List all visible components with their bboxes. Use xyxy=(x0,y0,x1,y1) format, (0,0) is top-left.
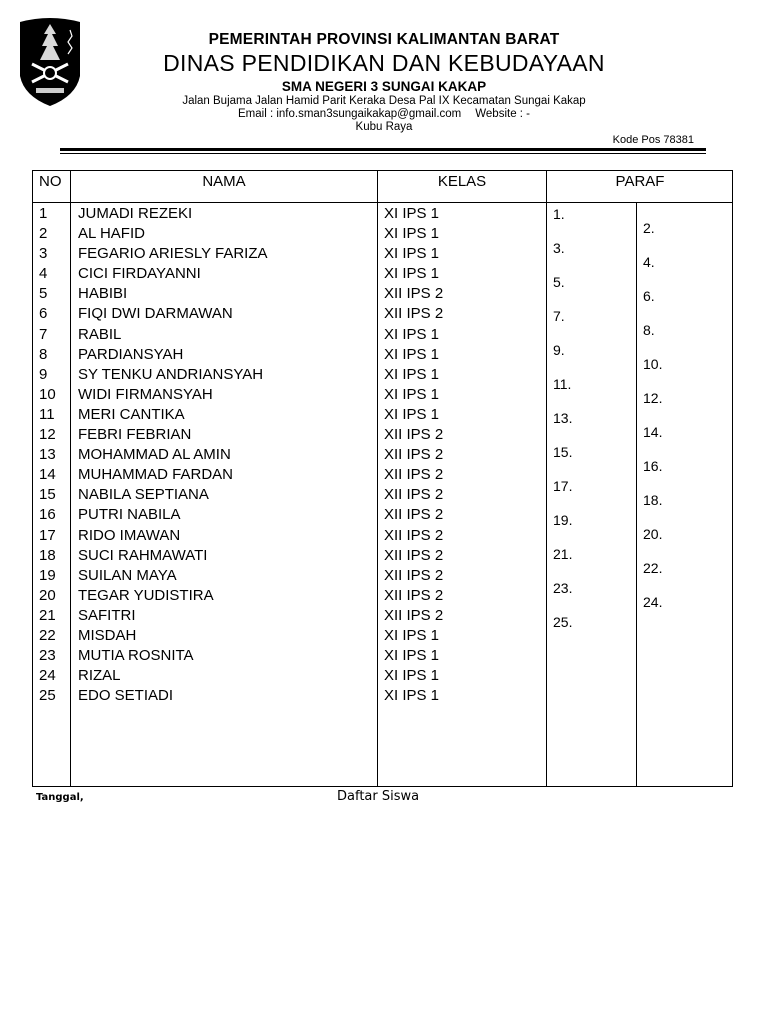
row-number: 25 xyxy=(39,687,56,705)
row-number: 23 xyxy=(39,647,56,665)
student-name: RIZAL xyxy=(78,667,121,685)
student-name: FIQI DWI DARMAWAN xyxy=(78,305,233,323)
row-number: 24 xyxy=(39,667,56,685)
student-class: XII IPS 2 xyxy=(384,466,444,484)
student-class: XI IPS 1 xyxy=(384,365,440,383)
student-name: RIDO IMAWAN xyxy=(78,526,181,544)
row-number: 22 xyxy=(39,626,56,644)
header-nama: NAMA xyxy=(202,173,246,190)
student-class: XI IPS 1 xyxy=(384,647,440,665)
student-class: XII IPS 2 xyxy=(384,506,444,524)
signature-slot: 1. xyxy=(553,206,565,222)
row-number: 1 xyxy=(39,205,48,222)
row-number: 11 xyxy=(39,405,55,423)
column-divider xyxy=(546,171,547,786)
student-class: XI IPS 1 xyxy=(384,325,440,343)
row-number: 9 xyxy=(39,365,48,383)
paraf-odd-column xyxy=(553,197,572,639)
row-number: 12 xyxy=(39,426,56,444)
kelas-column xyxy=(384,204,443,706)
student-name: HABIBI xyxy=(78,285,128,303)
student-name: SUILAN MAYA xyxy=(78,566,177,584)
school-city: Kubu Raya xyxy=(355,121,413,133)
signature-slot: 11. xyxy=(553,376,572,392)
student-name: EDO SETIADI xyxy=(78,687,174,705)
signature-slot: 8. xyxy=(643,322,655,338)
student-class: XI IPS 1 xyxy=(384,687,440,705)
signature-slot: 13. xyxy=(553,410,573,426)
student-class: XI IPS 1 xyxy=(384,345,440,363)
student-class: XII IPS 2 xyxy=(384,566,444,584)
school-website: Website : - xyxy=(475,108,530,120)
student-class: XI IPS 1 xyxy=(384,245,440,263)
row-number: 16 xyxy=(39,506,56,524)
row-number: 8 xyxy=(39,345,48,363)
student-name: SUCI RAHMAWATI xyxy=(78,546,208,564)
student-name: RABIL xyxy=(78,325,122,343)
signature-slot: 10. xyxy=(643,356,663,372)
paraf-divider xyxy=(636,202,637,786)
column-divider xyxy=(70,171,71,786)
signature-slot: 5. xyxy=(553,274,565,290)
signature-slot: 12. xyxy=(643,390,663,406)
row-number: 19 xyxy=(39,566,56,584)
student-name: MUTIA ROSNITA xyxy=(78,647,194,665)
row-number: 2 xyxy=(39,225,48,243)
signature-slot: 7. xyxy=(553,308,565,324)
signature-slot: 16. xyxy=(643,458,663,474)
signature-slot: 22. xyxy=(643,560,663,576)
row-number: 3 xyxy=(39,245,48,263)
student-name: TEGAR YUDISTIRA xyxy=(78,586,214,604)
student-name: PARDIANSYAH xyxy=(78,345,184,363)
row-number: 13 xyxy=(39,446,56,464)
signature-slot: 6. xyxy=(643,288,655,304)
student-class: XII IPS 2 xyxy=(384,586,444,604)
column-divider xyxy=(377,171,378,786)
student-class: XI IPS 1 xyxy=(384,405,440,423)
student-class: XI IPS 1 xyxy=(384,626,440,644)
signature-slot: 21. xyxy=(553,546,573,562)
row-number: 15 xyxy=(39,486,56,504)
signature-slot: 4. xyxy=(643,254,655,270)
letterhead-rule-thick xyxy=(60,148,706,151)
school-address: Jalan Bujama Jalan Hamid Parit Keraka Desa Pal IX Kecamatan Sungai Kakap xyxy=(182,95,586,107)
student-name: MISDAH xyxy=(78,626,137,644)
footer-title: Daftar Siswa xyxy=(337,789,420,804)
student-class: XI IPS 1 xyxy=(384,265,440,283)
header-kelas: KELAS xyxy=(437,173,487,190)
signature-slot: 3. xyxy=(553,240,565,256)
row-number: 20 xyxy=(39,586,56,604)
department-name: DINAS PENDIDIKAN DAN KEBUDAYAAN xyxy=(163,50,605,76)
student-name: FEGARIO ARIESLY FARIZA xyxy=(78,245,268,263)
row-number: 17 xyxy=(39,526,56,544)
student-name: MUHAMMAD FARDAN xyxy=(78,466,234,484)
signature-slot: 18. xyxy=(643,492,663,508)
student-class: XII IPS 2 xyxy=(384,446,444,464)
student-name: WIDI FIRMANSYAH xyxy=(78,385,213,403)
student-class: XI IPS 1 xyxy=(384,667,440,685)
student-class: XII IPS 2 xyxy=(384,606,444,624)
row-number: 10 xyxy=(39,385,56,403)
row-number: 14 xyxy=(39,466,56,484)
student-class: XII IPS 2 xyxy=(384,546,444,564)
signature-slot: 20. xyxy=(643,526,663,542)
student-name: FEBRI FEBRIAN xyxy=(78,426,192,444)
student-class: XII IPS 2 xyxy=(384,426,444,444)
student-name: SY TENKU ANDRIANSYAH xyxy=(78,365,264,383)
signature-slot: 9. xyxy=(553,342,565,358)
student-name: CICI FIRDAYANNI xyxy=(78,265,201,283)
student-class: XII IPS 2 xyxy=(384,285,444,303)
school-contact xyxy=(0,108,768,120)
header-divider xyxy=(33,202,732,203)
paraf-even-column xyxy=(643,211,662,619)
row-number: 5 xyxy=(39,285,48,303)
student-name: NABILA SEPTIANA xyxy=(78,486,209,504)
signature-slot: 15. xyxy=(553,444,573,460)
row-number: 18 xyxy=(39,546,56,564)
date-label: Tanggal, xyxy=(36,792,84,803)
signature-slot: 19. xyxy=(553,512,573,528)
row-number: 4 xyxy=(39,265,48,283)
row-number: 7 xyxy=(39,325,48,343)
student-name: MERI CANTIKA xyxy=(78,405,185,423)
signature-slot: 24. xyxy=(643,594,663,610)
signature-slot: 14. xyxy=(643,424,663,440)
student-class: XII IPS 2 xyxy=(384,486,444,504)
government-name: PEMERINTAH PROVINSI KALIMANTAN BARAT xyxy=(208,31,560,48)
nama-column xyxy=(78,204,268,706)
student-name: MOHAMMAD AL AMIN xyxy=(78,446,231,464)
student-name: SAFITRI xyxy=(78,606,136,624)
school-name: SMA NEGERI 3 SUNGAI KAKAP xyxy=(281,79,487,94)
school-email: Email : info.sman3sungaikakap@gmail.com xyxy=(238,108,462,120)
signature-slot: 17. xyxy=(553,478,573,494)
student-name: PUTRI NABILA xyxy=(78,506,181,524)
student-name: AL HAFID xyxy=(78,225,145,243)
student-table xyxy=(32,170,733,787)
signature-slot: 2. xyxy=(643,220,655,236)
row-number: 21 xyxy=(39,606,56,624)
no-column xyxy=(39,204,56,706)
signature-slot: 25. xyxy=(553,614,573,630)
signature-slot: 23. xyxy=(553,580,573,596)
student-name: JUMADI REZEKI xyxy=(78,205,193,222)
letterhead-rule-thin xyxy=(60,153,706,154)
student-class: XI IPS 1 xyxy=(384,225,440,243)
row-number: 6 xyxy=(39,305,48,323)
header-paraf: PARAF xyxy=(615,173,665,190)
student-class: XI IPS 1 xyxy=(384,205,440,222)
student-class: XII IPS 2 xyxy=(384,526,444,544)
student-class: XI IPS 1 xyxy=(384,385,440,403)
postal-code: Kode Pos 78381 xyxy=(612,134,694,146)
header-no: NO xyxy=(39,173,62,190)
student-class: XII IPS 2 xyxy=(384,305,444,323)
